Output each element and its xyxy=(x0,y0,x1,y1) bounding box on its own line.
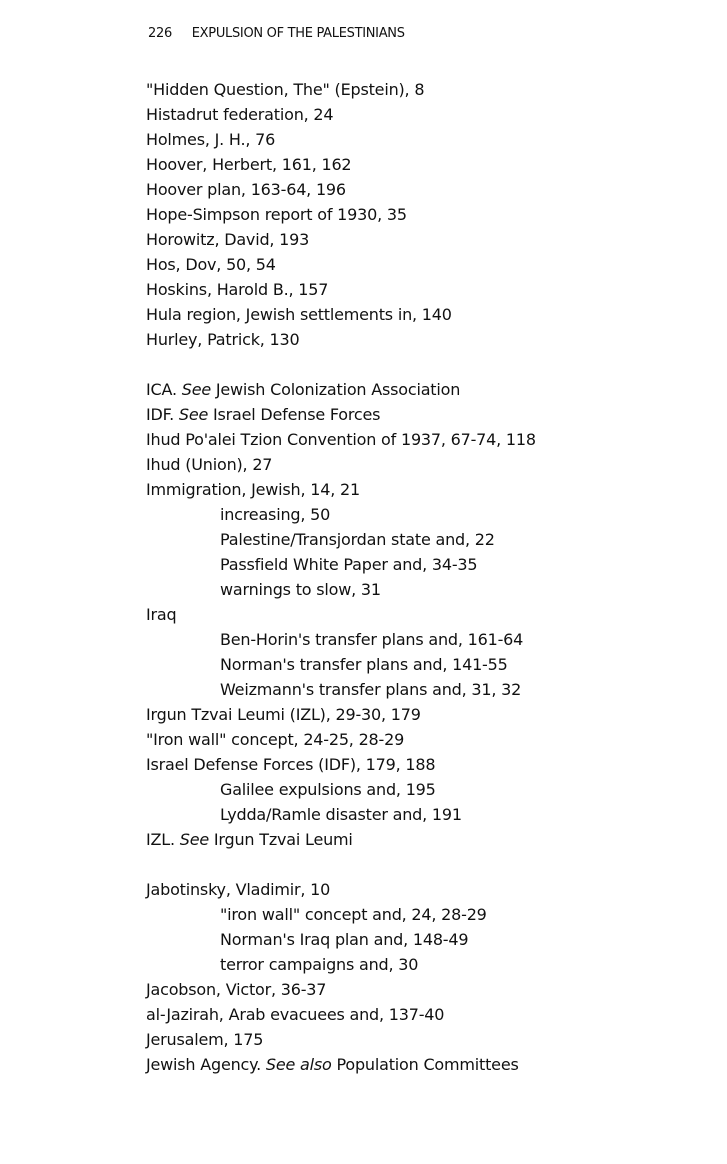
cross-reference-label: See xyxy=(181,380,211,399)
entry-text: Passfield White Paper and, 34-35 xyxy=(220,555,478,574)
entry-text: Irgun Tzvai Leumi (IZL), 29-30, 179 xyxy=(146,705,421,724)
index-entry xyxy=(146,402,706,427)
page-number: 226 xyxy=(148,26,172,41)
entry-text: Jewish Agency. xyxy=(146,1055,266,1074)
cross-reference-label: See xyxy=(178,405,209,424)
entry-text: Holmes, J. H., 76 xyxy=(146,130,276,149)
index-entry xyxy=(146,727,706,752)
entry-text: Histadrut federation, 24 xyxy=(146,105,334,124)
index-subentry xyxy=(146,777,706,802)
entry-text: Hos, Dov, 50, 54 xyxy=(146,255,276,274)
entry-text: Hoskins, Harold B., 157 xyxy=(146,280,329,299)
index-subentry xyxy=(146,802,706,827)
index-entry xyxy=(146,152,706,177)
index-entry xyxy=(146,127,706,152)
blank-line xyxy=(146,852,706,877)
entry-text: Ihud (Union), 27 xyxy=(146,455,273,474)
entry-text: Lydda/Ramle disaster and, 191 xyxy=(220,805,462,824)
running-header xyxy=(148,26,405,41)
index-subentry xyxy=(146,677,706,702)
entry-text: Iraq xyxy=(146,605,177,624)
index-entry xyxy=(146,277,706,302)
entry-text: IZL. xyxy=(146,830,180,849)
index-subentry xyxy=(146,952,706,977)
entry-text: Jerusalem, 175 xyxy=(146,1030,264,1049)
index-list xyxy=(146,77,706,1077)
entry-text: al-Jazirah, Arab evacuees and, 137-40 xyxy=(146,1005,445,1024)
entry-text: Jewish Colonization Association xyxy=(210,380,461,399)
entry-text: Hope-Simpson report of 1930, 35 xyxy=(146,205,407,224)
running-title: EXPULSION OF THE PALESTINIANS xyxy=(191,26,405,41)
entry-text: Population Committees xyxy=(331,1055,519,1074)
index-entry xyxy=(146,1027,706,1052)
entry-text: Palestine/Transjordan state and, 22 xyxy=(220,530,495,549)
entry-text: Weizmann's transfer plans and, 31, 32 xyxy=(220,680,522,699)
index-entry xyxy=(146,977,706,1002)
index-entry xyxy=(146,427,706,452)
index-entry xyxy=(146,1002,706,1027)
index-entry xyxy=(146,827,706,852)
entry-text: Jabotinsky, Vladimir, 10 xyxy=(146,880,331,899)
index-entry xyxy=(146,702,706,727)
index-subentry xyxy=(146,652,706,677)
index-subentry xyxy=(146,927,706,952)
entry-text: ICA. xyxy=(146,380,182,399)
entry-text: Israel Defense Forces xyxy=(208,405,381,424)
index-entry xyxy=(146,452,706,477)
entry-text: Galilee expulsions and, 195 xyxy=(220,780,436,799)
index-entry xyxy=(146,252,706,277)
entry-text: Hoover plan, 163-64, 196 xyxy=(146,180,346,199)
entry-text: Horowitz, David, 193 xyxy=(146,230,310,249)
entry-text: "Iron wall" concept, 24-25, 28-29 xyxy=(146,730,405,749)
index-entry xyxy=(146,177,706,202)
index-entry xyxy=(146,77,706,102)
entry-text: Hula region, Jewish settlements in, 140 xyxy=(146,305,452,324)
index-subentry xyxy=(146,577,706,602)
index-entry xyxy=(146,377,706,402)
index-entry xyxy=(146,1052,706,1077)
index-subentry xyxy=(146,552,706,577)
entry-text: warnings to slow, 31 xyxy=(220,580,381,599)
index-entry xyxy=(146,327,706,352)
index-entry xyxy=(146,227,706,252)
index-subentry xyxy=(146,902,706,927)
entry-text: Norman's Iraq plan and, 148-49 xyxy=(220,930,469,949)
cross-reference-label: See also xyxy=(265,1055,332,1074)
entry-text: Irgun Tzvai Leumi xyxy=(209,830,353,849)
index-subentry xyxy=(146,527,706,552)
index-entry xyxy=(146,202,706,227)
entry-text: Ben-Horin's transfer plans and, 161-64 xyxy=(220,630,524,649)
index-entry xyxy=(146,477,706,502)
entry-text: Hurley, Patrick, 130 xyxy=(146,330,300,349)
entry-text: Norman's transfer plans and, 141-55 xyxy=(220,655,508,674)
entry-text: Ihud Po'alei Tzion Convention of 1937, 67-74, 118 xyxy=(146,430,536,449)
entry-text: Immigration, Jewish, 14, 21 xyxy=(146,480,360,499)
index-entry xyxy=(146,602,706,627)
entry-text: IDF. xyxy=(146,405,179,424)
entry-text: Israel Defense Forces (IDF), 179, 188 xyxy=(146,755,436,774)
index-entry xyxy=(146,752,706,777)
entry-text: "Hidden Question, The" (Epstein), 8 xyxy=(146,80,425,99)
index-subentry xyxy=(146,627,706,652)
entry-text: increasing, 50 xyxy=(220,505,331,524)
entry-text: Jacobson, Victor, 36-37 xyxy=(146,980,327,999)
blank-line xyxy=(146,352,706,377)
index-subentry xyxy=(146,502,706,527)
index-entry xyxy=(146,102,706,127)
index-entry xyxy=(146,877,706,902)
entry-text: terror campaigns and, 30 xyxy=(220,955,419,974)
entry-text: Hoover, Herbert, 161, 162 xyxy=(146,155,352,174)
entry-text: "iron wall" concept and, 24, 28-29 xyxy=(220,905,487,924)
cross-reference-label: See xyxy=(179,830,210,849)
index-entry xyxy=(146,302,706,327)
